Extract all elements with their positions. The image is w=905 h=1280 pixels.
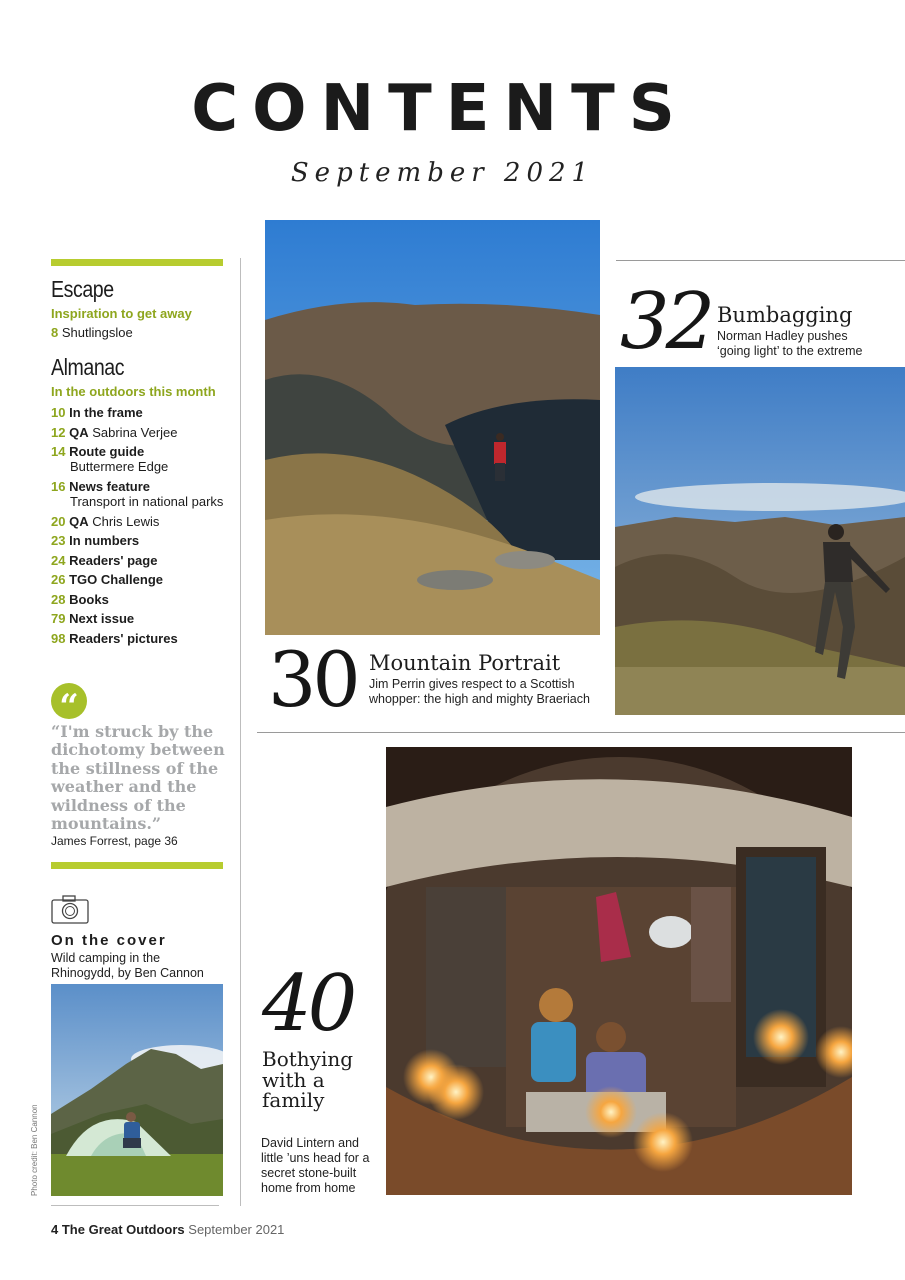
section-subheading-almanac: In the outdoors this month <box>51 384 216 399</box>
feature-description: Jim Perrin gives respect to a Scottish whopper: the high and mighty Braeriach <box>369 677 590 706</box>
feature-title[interactable]: Mountain Portrait <box>369 651 561 675</box>
toc-item[interactable] <box>51 405 143 420</box>
toc-item-title: Readers' pictures <box>69 631 178 646</box>
toc-page-number: 28 <box>51 592 66 607</box>
toc-item-text: Shutlingsloe <box>61 325 133 340</box>
toc-item[interactable] <box>51 631 178 646</box>
column-divider <box>240 258 241 1206</box>
toc-page-number: 24 <box>51 553 66 568</box>
footer-issue: September 2021 <box>188 1222 285 1237</box>
toc-item[interactable] <box>51 533 139 548</box>
feature-page-number: 40 <box>262 959 354 1049</box>
feature-title[interactable]: Bothying with a family <box>262 1047 354 1112</box>
toc-item-title: News feature <box>69 479 151 494</box>
toc-page-number: 10 <box>51 405 66 420</box>
footer-magazine: The Great Outdoors <box>61 1222 185 1237</box>
section-heading-escape: Escape <box>51 276 114 302</box>
toc-page-number: 98 <box>51 631 66 646</box>
feature-description: Norman Hadley pushes ‘going light’ to the extreme <box>717 329 863 358</box>
cover-heading: On the cover <box>51 932 167 949</box>
section-heading-almanac: Almanac <box>51 354 125 380</box>
toc-page-number: 14 <box>51 444 66 459</box>
camera-icon <box>51 894 89 924</box>
toc-item-title: QA <box>69 425 89 440</box>
section-divider <box>51 259 223 266</box>
toc-item[interactable] <box>51 592 109 607</box>
divider <box>51 1205 219 1206</box>
toc-item[interactable] <box>51 425 178 440</box>
photo-credit: Photo credit: Ben Cannon <box>30 1104 39 1196</box>
toc-item[interactable] <box>51 514 159 529</box>
section-subheading-escape: Inspiration to get away <box>51 306 192 321</box>
toc-item[interactable] <box>51 611 134 626</box>
divider <box>616 260 905 261</box>
section-divider <box>51 862 223 869</box>
feature-page-number: 30 <box>268 635 357 724</box>
footer-page-number: 4 <box>51 1222 59 1237</box>
feature-description: David Lintern and little ’uns head for a secret stone-built home from home <box>261 1136 370 1195</box>
cover-description: Wild camping in the Rhinogydd, by Ben Cannon <box>51 951 204 980</box>
toc-item[interactable] <box>51 444 168 474</box>
feature-image-bumbagging[interactable] <box>615 367 905 715</box>
page-title: CONTENTS <box>191 72 689 146</box>
toc-item-title: QA <box>69 514 89 529</box>
toc-page-number: 23 <box>51 533 66 548</box>
toc-item-title: TGO Challenge <box>69 572 163 587</box>
feature-page-number: 32 <box>620 277 712 367</box>
toc-item[interactable] <box>51 572 163 587</box>
toc-item-text: Transport in national parks <box>70 494 224 509</box>
toc-page-number: 16 <box>51 479 66 494</box>
toc-item-title: Next issue <box>69 611 135 626</box>
quote-icon: “ <box>51 683 87 719</box>
feature-title[interactable]: Bumbagging <box>717 303 853 327</box>
divider <box>257 732 905 733</box>
toc-item-text: Sabrina Verjee <box>92 425 178 440</box>
toc-item[interactable] <box>51 553 157 568</box>
pull-quote: “I'm struck by the dichotomy between the stillness of the weather and the wildness of the mountains.” <box>51 722 225 834</box>
toc-page-number: 8 <box>51 325 59 340</box>
toc-page-number: 12 <box>51 425 66 440</box>
toc-page-number: 20 <box>51 514 66 529</box>
toc-item-text: Buttermere Edge <box>70 459 169 474</box>
feature-image-mountain-portrait[interactable] <box>265 220 600 635</box>
toc-item-text: Chris Lewis <box>92 514 160 529</box>
toc-item-title: Route guide <box>69 444 145 459</box>
feature-image-bothying[interactable] <box>386 747 852 1195</box>
toc-item-title: In the frame <box>69 405 143 420</box>
toc-item-title: In numbers <box>69 533 140 548</box>
toc-item[interactable] <box>51 325 133 340</box>
toc-item-title: Books <box>69 592 109 607</box>
toc-item-title: Readers' page <box>69 553 158 568</box>
toc-page-number: 26 <box>51 572 66 587</box>
toc-page-number: 79 <box>51 611 66 626</box>
quote-credit: James Forrest, page 36 <box>51 834 178 848</box>
cover-photo[interactable] <box>51 984 223 1196</box>
toc-item[interactable] <box>51 479 223 509</box>
issue-date: September 2021 <box>290 158 595 188</box>
page-footer <box>51 1222 284 1237</box>
